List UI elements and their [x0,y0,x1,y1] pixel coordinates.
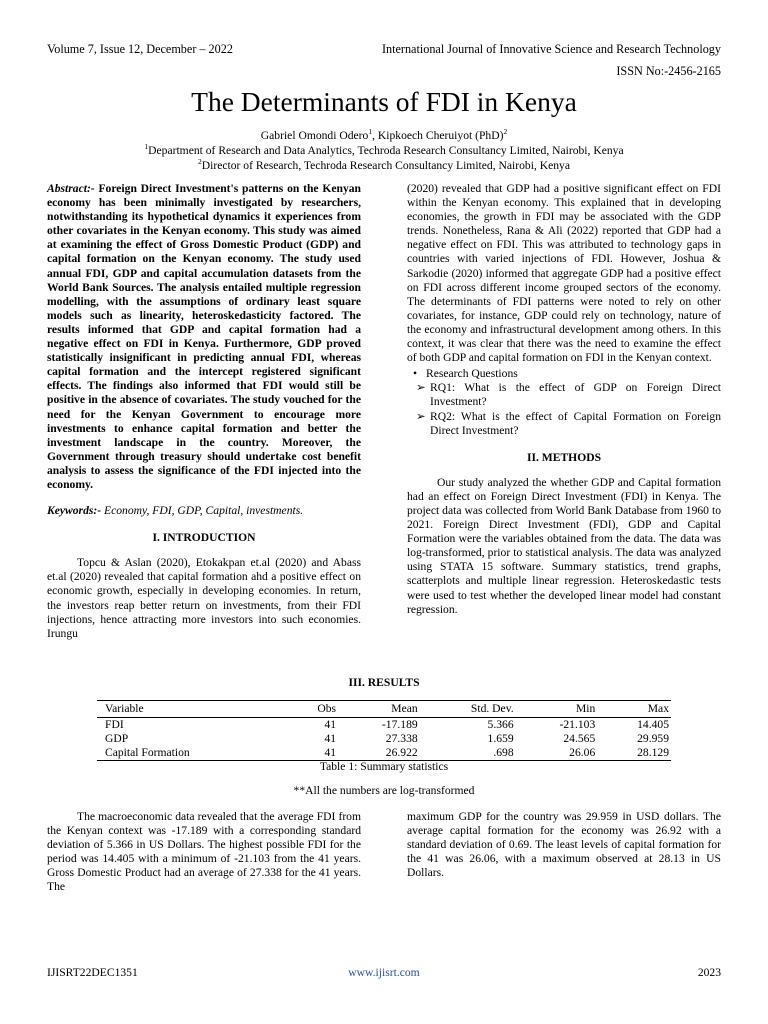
affiliation-2-text: Director of Research, Techroda Research Consultancy Limited, Nairobi, Kenya [201,159,570,172]
results-paragraph: The macroeconomic data revealed that the average FDI from the Kenyan context was -17.189 with a corresponding standard deviation of 5.366 in US Dollars. The highest possible FDI for the period was 14.405 with a minimum of -21.103 from the 41 years. Gross Domestic Product had an average of 27.338 for the 41 years. The [47,810,361,894]
keywords-text: Economy, FDI, GDP, Capital, investments. [104,504,304,518]
footer-paper-id: IJISRT22DEC1351 [47,966,138,979]
table-cell: 24.565 [563,732,596,745]
table-cell: -17.189 [381,718,418,731]
author-2-affil-mark: 2 [503,127,508,137]
table-cell: 27.338 [385,732,418,745]
table-cell: GDP [105,732,129,745]
arrow-bullet-icon: ➢ [416,381,426,395]
table-cell: -21.103 [559,718,596,731]
section-heading-methods: II. METHODS [526,450,602,464]
table-row [97,718,671,733]
table-cell: FDI [105,718,124,731]
column-header: Obs [291,701,338,718]
abstract [47,182,361,492]
footer-year: 2023 [697,966,721,979]
column-header: Std. Dev. [420,701,516,718]
table-cell: 41 [324,718,337,731]
table-cell: 5.366 [487,718,514,731]
section-heading-results: III. RESULTS [348,676,420,689]
table-row [97,732,671,746]
issn: ISSN No:-2456-2165 [616,64,721,78]
summary-statistics-table [97,700,671,761]
table-cell: .698 [420,746,516,761]
table-cell: 26.922 [338,746,420,761]
table-cell: 29.959 [637,732,669,745]
running-header-journal: International Journal of Innovative Science and Research Technology [381,42,721,56]
author-2: Kipkoech Cheruiyot (PhD) [377,129,504,142]
column-header: Min [516,701,598,718]
research-question-2 [407,410,721,438]
research-question-1 [407,381,721,409]
keywords [47,504,361,518]
left-column [47,182,361,641]
running-header-volume: Volume 7, Issue 12, December – 2022 [47,42,233,56]
section-heading-introduction: I. INTRODUCTION [152,531,256,545]
affiliation-2-mark: 2 [198,157,202,167]
right-column [407,182,721,617]
table-cell: 14.405 [637,718,669,731]
bullet-icon: • [413,367,418,381]
table-caption: Table 1: Summary statistics [319,760,449,773]
footer-website-link[interactable]: www.ijisrt.com [348,966,420,979]
table-cell: 41 [324,732,337,745]
abstract-label: Abstract:- [47,182,95,195]
author-separator: , [372,129,378,142]
arrow-bullet-icon: ➢ [416,409,426,423]
affiliation-2 [0,158,768,173]
author-1-affil-mark: 1 [368,127,373,137]
research-questions-item [407,367,721,381]
results-right-column [407,810,721,880]
results-paragraph-continued: maximum GDP for the country was 29.959 in USD dollars. The average capital formation for the economy was 26.92 with a standard deviation of 0.69. The least levels of capital formation for the 41 was 26.06, with a maximum observed at 28.13 in US Dollars. [407,810,721,880]
research-question-2-text: RQ2: What is the effect of Capital Formation on Foreign Direct Investment? [430,409,721,437]
column-header: Max [597,701,671,718]
keywords-label: Keywords:- [47,504,102,518]
intro-paragraph: Topcu & Aslan (2020), Etokakpan et.al (2020) and Abass et.al (2020) revealed that capital formation ahd a positive effect on economic growth, especially in developing economies. In return, the investors reap better return on investments, from their FDI injections, hence attracting more investors into such economies. Irungu [47,556,361,640]
intro-paragraph-continued: (2020) revealed that GDP had a positive significant effect on FDI within the Kenyan economy. This explained that in developing economies, the growth in FDI may be associated with the GDP trends. Nonetheless, Rana & Ali (2022) reported that GDP had a negative effect on FDI. This was attributed to technology gaps in countries with varied injections of FDI. However, Joshua & Sarkodie (2020) informed that aggregate GDP had a positive effect on FDI across different income grouped sectors of the economy. The determinants of FDI patterns were noted to rely on other covariates, for instance, GDP could rely on technology, nature of the economy and infrastructural development among others. In this context, it was clear that there was the need to examine the effect of both GDP and capital formation on FDI in the Kenyan context. [407,182,721,365]
column-header: Variable [97,701,291,718]
paper-title: The Determinants of FDI in Kenya [191,86,577,117]
table-cell: 26.06 [516,746,598,761]
column-header: Mean [338,701,420,718]
table-row [97,746,671,761]
methods-paragraph: Our study analyzed the whether GDP and Capital formation had an effect on Foreign Direct Investment (FDI) in Kenya. The project data was collected from World Bank Database from 1960 to 2021. Foreign Direct Investment (FDI), GDP and Capital Formation were the variables obtained from the data. The data was log-transformed, prior to statistical analysis. The data was analyzed using STATA 15 software. Summary statistics, trend graphs, scatterplots and multiple linear regression. Heteroskedastic tests were used to test whether the developed linear model had constant regression. [407,475,721,616]
abstract-text: Foreign Direct Investment's patterns on the Kenyan economy has been minimally investigated by researchers, notwithstanding its hypothetical dynamics it experiences from other covariates in the Kenyan economy. This study was aimed at examining the effect of Gross Domestic Product (GDP) and capital formation on the Kenyan economy. The study used annual FDI, GDP and capital accumulation datasets from the World Bank Sources. The analysis entailed multiple regression modelling, with the assumptions of ordinary least square models such as linearity, heteroskedasticity factored. The results informed that GDP and capital formation had a negative effect on FDI in Kenya. Furthermore, GDP proved statistically insignificant in predicting annual FDI, whereas capital formation and the intercept registered significant effects. The findings also informed that FDI would still be positive in the absence of covariates. The study vouched for the need for the Kenyan Government to encourage more investments to enhance capital formation and better the investment landscape in the country. Moreover, the Government through treasury should undertake cost benefit analysis to assess the significance of the FDI injected into the economy. [47,182,361,491]
author-1: Gabriel Omondi Odero [260,129,369,142]
table-note: **All the numbers are log-transformed [293,784,475,797]
results-left-column [47,810,361,895]
research-questions-label: Research Questions [426,367,518,381]
table-header-row [97,701,671,718]
table-cell: 41 [291,746,338,761]
affiliation-1 [0,143,768,158]
table-cell: Capital Formation [97,746,291,761]
research-question-1-text: RQ1: What is the effect of GDP on Foreign Direct Investment? [430,381,721,409]
author-list [0,128,768,143]
table-cell: 1.659 [487,732,514,745]
affiliation-1-mark: 1 [144,142,149,152]
affiliation-1-text: Department of Research and Data Analytics, Techroda Research Consultancy Limited, Nairobi, Kenya [148,144,624,157]
table-cell: 28.129 [597,746,671,761]
